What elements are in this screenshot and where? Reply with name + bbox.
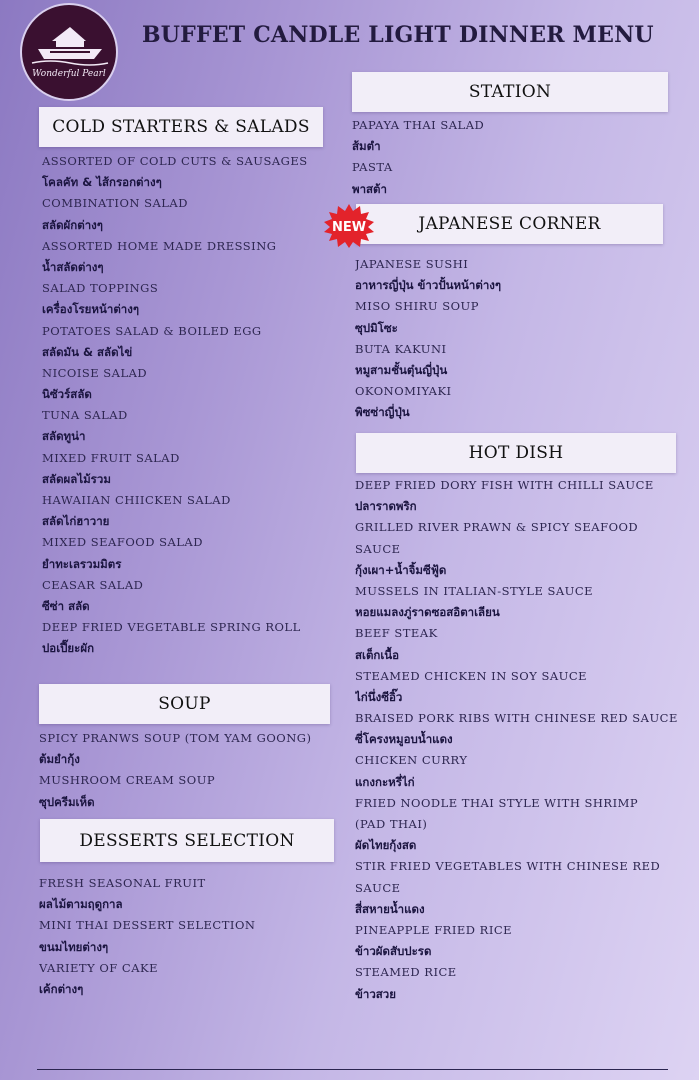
menu-item-thai: พิซซ่าญี่ปุ่น xyxy=(355,405,410,420)
cold-starters-list xyxy=(42,151,308,660)
menu-item-thai: กุ้งเผา+น้ำจิ้มซีฟู้ด xyxy=(355,562,447,577)
menu-item-thai: เครื่องโรยหน้าต่างๆ xyxy=(42,302,140,317)
menu-item-english: STEAMED RICE xyxy=(355,965,457,980)
menu-item-english: CEASAR SALAD xyxy=(42,577,144,592)
menu-item-thai: ข้าวสวย xyxy=(355,986,396,1001)
menu-item-english: MUSSELS IN ITALIAN-STYLE SAUCE xyxy=(355,583,594,598)
menu-item-english: COMBINATION SALAD xyxy=(42,196,188,211)
soup-header: SOUP xyxy=(39,684,330,724)
menu-item-english: VARIETY OF CAKE xyxy=(39,960,158,975)
menu-item-english: OKONOMIYAKI xyxy=(355,384,452,399)
menu-item-thai: ซุปมิโซะ xyxy=(355,320,398,335)
japanese-corner-header: JAPANESE CORNER xyxy=(356,204,663,244)
menu-item-english: HAWAIIAN CHIICKEN SALAD xyxy=(42,493,231,507)
brand-name: Wonderful Pearl xyxy=(32,69,106,79)
menu-item-thai: หมูสามชั้นตุ๋นญี่ปุ่น xyxy=(355,362,448,377)
menu-item-english: MUSHROOM CREAM SOUP xyxy=(39,773,216,788)
menu-item-english: MIXED SEAFOOD SALAD xyxy=(42,535,203,550)
menu-item-thai: สลัดมัน & สลัดไข่ xyxy=(42,344,133,359)
menu-item-thai: ยำทะเลรวมมิตร xyxy=(42,556,122,571)
menu-item-english: MINI THAI DESSERT SELECTION xyxy=(39,918,256,933)
menu-item-thai: สลัดไก่ฮาวาย xyxy=(42,514,110,529)
menu-item-thai: ปอเปี๊ยะผัก xyxy=(42,641,95,656)
menu-item-english: ASSORTED OF COLD CUTS & SAUSAGES xyxy=(42,154,308,168)
new-starburst-icon xyxy=(323,203,375,249)
menu-item-english: PASTA xyxy=(352,160,393,175)
menu-item-thai: สเต็กเนื้อ xyxy=(355,647,400,662)
menu-item-english: GRILLED RIVER PRAWN & SPICY SEAFOOD xyxy=(355,520,639,535)
menu-item-english: ASSORTED HOME MADE DRESSING xyxy=(42,238,277,253)
menu-item-english: FRIED NOODLE THAI STYLE WITH SHRIMP xyxy=(355,795,639,810)
menu-item-thai: ส้มตำ xyxy=(352,139,381,154)
menu-item-english: BRAISED PORK RIBS WITH CHINESE RED SAUCE xyxy=(355,711,678,726)
menu-item-thai: สลัดทูน่า xyxy=(42,429,86,444)
menu-item-english: DEEP FRIED VEGETABLE SPRING ROLL xyxy=(42,620,301,635)
menu-item-thai: ผลไม้ตามฤดูกาล xyxy=(39,897,123,912)
menu-item-english: CHICKEN CURRY xyxy=(355,753,468,768)
menu-item-english: SALAD TOPPINGS xyxy=(42,281,159,296)
menu-title: BUFFET CANDLE LIGHT DINNER MENU xyxy=(142,22,654,48)
menu-item-english: BEEF STEAK xyxy=(355,626,438,641)
menu-item-english: MIXED FRUIT SALAD xyxy=(42,450,180,465)
menu-item-thai: น้ำสลัดต่างๆ xyxy=(42,259,104,274)
menu-item-thai: นิซัวร์สลัด xyxy=(42,387,92,402)
menu-item-english: PAPAYA THAI SALAD xyxy=(352,118,485,132)
menu-item-thai: ปลาราดพริก xyxy=(355,499,417,514)
menu-item-thai: สลัดผักต่างๆ xyxy=(42,217,103,232)
menu-item-thai: แกงกะหรี่ไก่ xyxy=(355,774,415,789)
brand-logo xyxy=(20,3,118,101)
menu-item-thai: สี่สหายน้ำแดง xyxy=(355,901,425,916)
menu-item-english: BUTA KAKUNI xyxy=(355,341,447,356)
menu-item-english: NICOISE SALAD xyxy=(42,365,148,380)
menu-item-thai: ไก่นึ่งซีอิ๊ว xyxy=(355,689,403,704)
menu-item-english: (PAD THAI) xyxy=(355,817,428,831)
new-badge-label: NEW xyxy=(331,220,367,235)
menu-item-thai: โคลคัท & ไส้กรอกต่างๆ xyxy=(42,175,162,190)
menu-item-thai: ซี่โครงหมูอบน้ำแดง xyxy=(355,732,453,747)
menu-item-thai: อาหารญี่ปุ่น ข้าวปั้นหน้าต่างๆ xyxy=(355,278,502,293)
station-list xyxy=(352,115,484,200)
footer-divider xyxy=(37,1069,668,1070)
hot-dish-header: HOT DISH xyxy=(356,433,676,473)
menu-item-thai: ต้มยำกุ้ง xyxy=(39,752,80,767)
cold-starters-header: COLD STARTERS & SALADS xyxy=(39,107,323,147)
menu-item-thai: ข้าวผัดสับปะรด xyxy=(355,944,432,959)
menu-item-thai: ผัดไทยกุ้งสด xyxy=(355,838,417,853)
menu-item-english: TUNA SALAD xyxy=(42,408,128,423)
menu-item-english: SPICY PRANWS SOUP (TOM YAM GOONG) xyxy=(39,731,312,745)
cruise-boat-icon xyxy=(30,23,110,67)
soup-list xyxy=(39,728,311,813)
menu-item-english: JAPANESE SUSHI xyxy=(355,257,469,271)
menu-item-english: POTATOES SALAD & BOILED EGG xyxy=(42,323,262,338)
desserts-header: DESSERTS SELECTION xyxy=(40,819,334,862)
menu-item-english: MISO SHIRU SOUP xyxy=(355,299,479,314)
japanese-corner-list xyxy=(355,254,501,424)
station-header: STATION xyxy=(352,72,668,112)
menu-item-thai: ขนมไทยต่างๆ xyxy=(39,939,109,954)
menu-item-thai: เค้กต่างๆ xyxy=(39,981,84,996)
menu-item-thai: พาสต้า xyxy=(352,181,387,196)
hot-dish-list xyxy=(355,475,678,1005)
desserts-list xyxy=(39,873,255,1000)
menu-item-thai: หอยแมลงภู่ราดซอสอิตาเลียน xyxy=(355,605,500,620)
menu-item-english: STIR FRIED VEGETABLES WITH CHINESE RED xyxy=(355,859,661,874)
menu-item-thai: ซีซ่า สลัด xyxy=(42,598,90,613)
menu-item-thai: สลัดผลไม้รวม xyxy=(42,471,111,486)
menu-item-thai: ซุปครีมเห็ด xyxy=(39,794,95,809)
menu-item-english: SAUCE xyxy=(355,880,401,895)
menu-item-english: STEAMED CHICKEN IN SOY SAUCE xyxy=(355,668,588,683)
menu-item-english: DEEP FRIED DORY FISH WITH CHILLI SAUCE xyxy=(355,478,654,492)
menu-item-english: FRESH SEASONAL FRUIT xyxy=(39,876,206,890)
menu-item-english: SAUCE xyxy=(355,541,401,556)
menu-item-english: PINEAPPLE FRIED RICE xyxy=(355,922,513,937)
